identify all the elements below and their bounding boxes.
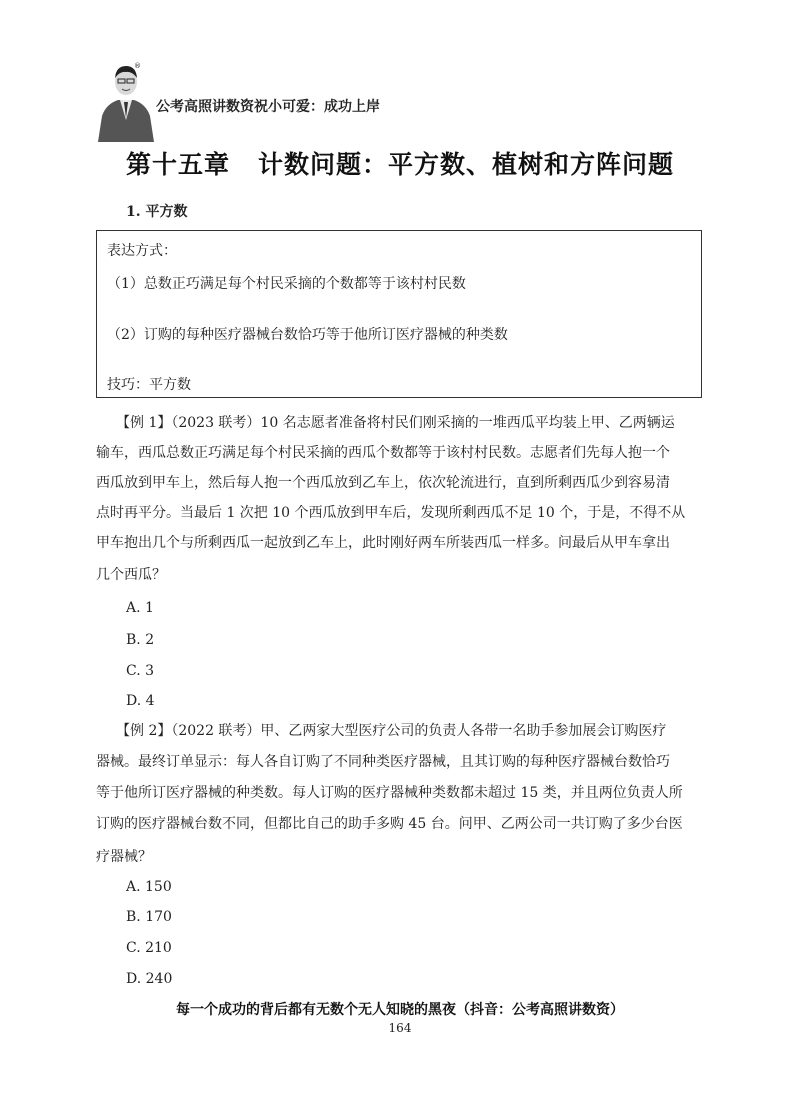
example-line: 输车，西瓜总数正巧满足每个村民采摘的西瓜个数都等于该村村民数。志愿者们先每人抱一个 (96, 445, 670, 461)
summary-box (96, 230, 702, 398)
section-title: 1. 平方数 (126, 204, 188, 220)
box-item: （1）总数正巧满足每个村民采摘的个数都等于该村村民数 (107, 276, 466, 292)
option-d: D. 240 (126, 971, 173, 987)
option-c: C. 210 (126, 940, 172, 956)
option-c: C. 3 (126, 663, 155, 679)
footer-slogan: 每一个成功的背后都有无数个无人知晓的黑夜（抖音：公考高照讲数资） (176, 1002, 624, 1018)
chapter-title (0, 145, 800, 181)
box-heading: 表达方式： (107, 243, 177, 259)
example-line: 疗器械？ (96, 849, 152, 865)
page-header (96, 58, 596, 144)
chapter-number: 第十五章 (125, 150, 230, 179)
box-item: （2）订购的每种医疗器械台数恰巧等于他所订医疗器械的种类数 (107, 327, 508, 343)
chapter-name: 计数问题：平方数、植树和方阵问题 (258, 150, 675, 179)
option-d: D. 4 (126, 693, 155, 709)
option-b: B. 2 (126, 632, 155, 648)
example-line: 几个西瓜？ (96, 567, 166, 583)
example-line: 器械。最终订单显示：每人各自订购了不同种类医疗器械，且其订购的每种医疗器械台数恰巧 (96, 754, 670, 770)
example-line: 西瓜放到甲车上，然后每人抱一个西瓜放到乙车上，依次轮流进行，直到所剩西瓜少到容易清 (96, 475, 670, 491)
option-b: B. 170 (126, 909, 172, 925)
example-line: 【例 1】（2023 联考）10 名志愿者准备将村民们刚采摘的一堆西瓜平均装上甲、乙两辆运 (116, 415, 675, 431)
example-line: 订购的医疗器械台数不同，但都比自己的助手多购 45 台。问甲、乙两公司一共订购了多少台医 (96, 816, 683, 832)
box-tip: 技巧：平方数 (107, 377, 191, 393)
author-avatar (96, 58, 156, 142)
page-number: 164 (388, 1021, 412, 1035)
header-slogan: 公考高照讲数资祝小可爱：成功上岸 (156, 99, 380, 115)
example-line: 点时再平分。当最后 1 次把 10 个西瓜放到甲车后，发现所剩西瓜不足 10 个，于是，不得不从 (96, 505, 686, 521)
example-line: 【例 2】（2022 联考）甲、乙两家大型医疗公司的负责人各带一名助手参加展会订购医疗 (116, 723, 667, 739)
option-a: A. 1 (126, 600, 154, 616)
option-a: A. 150 (126, 879, 172, 895)
example-line: 甲车抱出几个与所剩西瓜一起放到乙车上，此时刚好两车所装西瓜一样多。问最后从甲车拿出 (96, 535, 670, 551)
example-line: 等于他所订医疗器械的种类数。每人订购的医疗器械种类数都未超过 15 类，并且两位负责人所 (96, 785, 683, 801)
registered-mark: ® (134, 62, 141, 70)
